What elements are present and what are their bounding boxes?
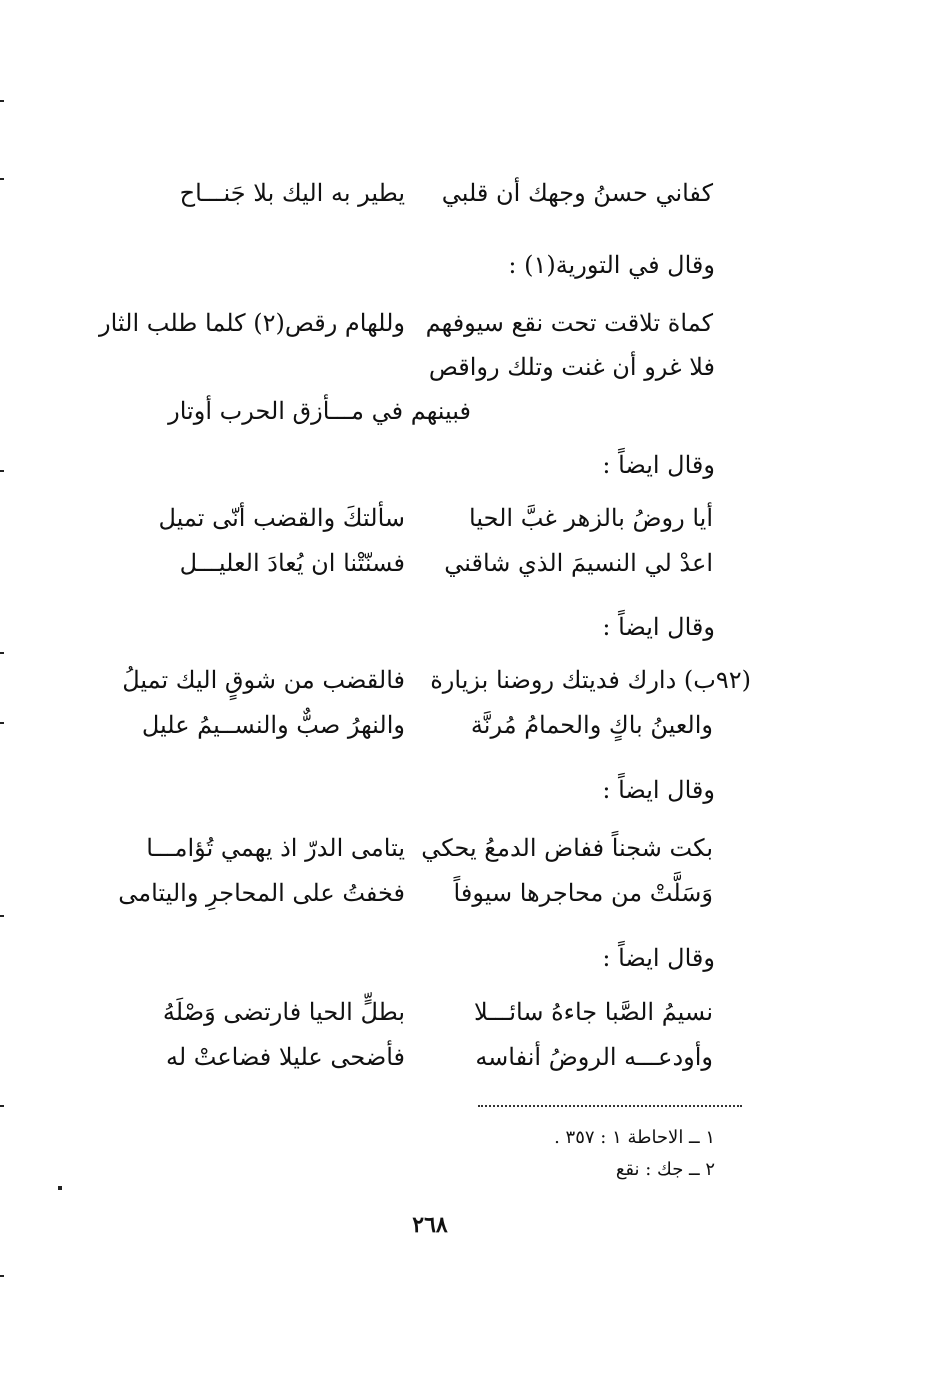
verse-line [115,178,713,208]
hemistich-second: يطير به اليك بلا جَنـــاح [179,179,405,207]
hemistich-first: (٩٢ب) دارك فديتك روضنا بزيارة [430,666,751,694]
verse-fragment: فلا غرو أن غنت وتلك رواقص [428,353,715,381]
section-heading: وقال ايضاً : [602,451,715,479]
verse-line [115,1042,713,1072]
hemistich-second: بطلٍّ الحيا فارتضى وَصْلَهُ [162,998,405,1026]
scan-mark [0,470,4,472]
verse-line [99,308,713,338]
hemistich-second: وللهام رقص(٢) كلما طلب الثار [99,309,405,337]
section-heading: وقال في التورية(١) : [508,251,715,279]
scan-mark [0,100,4,102]
verse-line [115,997,713,1027]
footnote: ١ ــ الاحاطة ١ : ٣٥٧ . [554,1127,715,1148]
footnote-separator [478,1105,742,1107]
page-number: ٢٦٨ [412,1212,448,1238]
hemistich-first: كفاني حسنُ وجهك أن قلبي [441,179,713,207]
hemistich-first: وأودعـــه الروضُ أنفاسه [475,1043,713,1071]
scan-mark [0,1275,4,1277]
verse-fragment: فبينهم في مـــأزق الحرب أوتار [168,397,471,425]
section-heading: وقال ايضاً : [602,776,715,804]
scan-mark [0,652,4,654]
hemistich-first: اعدْ لي النسيمَ الذي شاقني [444,549,713,577]
hemistich-first: بكت شجناً ففاض الدمعُ يحكي [421,834,713,862]
scan-mark [0,722,4,724]
hemistich-second: سألتكَ والقضب أنّى تميل [158,504,405,532]
hemistich-second: فخفتُ على المحاجرِ واليتامى [118,879,405,907]
hemistich-second: فسنّتْنا ان يُعادَ العليـــل [179,549,405,577]
scan-mark [0,1105,4,1107]
verse-line [115,503,713,533]
hemistich-second: فالقضب من شوقٍ اليك تميلُ [122,666,405,694]
verse-line [115,665,751,695]
section-heading: وقال ايضاً : [602,944,715,972]
hemistich-second: يتامى الدرّ اذ يهمي تُؤامـــا [146,834,405,862]
hemistich-first: والعينُ باكٍ والحمامُ مُرنَّة [470,711,713,739]
verse-line [115,710,713,740]
hemistich-first: أيا روضُ بالزهر غبَّ الحيا [469,504,713,532]
hemistich-second: فأضحى عليلا فضاعتْ له [165,1043,405,1071]
hemistich-second: والنهرُ صبٌّ والنســيمُ عليل [141,711,405,739]
scan-mark [58,1186,62,1190]
verse-line [115,878,713,908]
footnote: ٢ ــ جك : نقع [615,1159,715,1180]
scan-mark [0,178,4,180]
hemistich-first: نسيمُ الصَّبا جاءهُ سائـــلا [473,998,713,1026]
verse-line [115,548,713,578]
verse-line [115,833,713,863]
hemistich-first: وَسَلَّتْ من محاجرها سيوفاً [453,879,713,907]
hemistich-first: كماة تلاقت تحت نقع سيوفهم [425,309,713,337]
section-heading: وقال ايضاً : [602,613,715,641]
scan-mark [0,915,4,917]
